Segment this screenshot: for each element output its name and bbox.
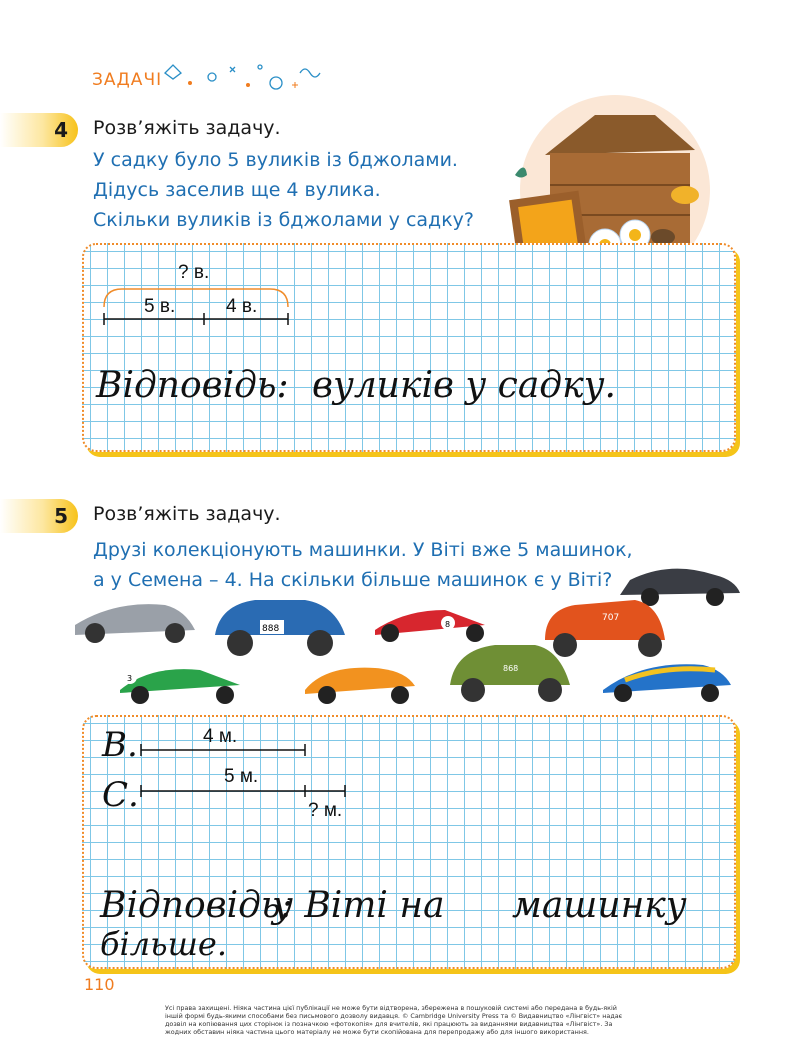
car-icon (450, 645, 570, 702)
car-icon (120, 669, 240, 704)
task-line: Скільки вуликів із бджолами у садку? (93, 209, 474, 231)
answer-text-2: машинку (512, 885, 687, 926)
car-icon (75, 604, 195, 643)
scheme-part1-label: 5 в. (144, 296, 176, 317)
car-badge: 707 (602, 613, 620, 623)
task-text (93, 145, 513, 235)
task-heading: Розв’яжіть задачу. (93, 117, 281, 139)
science-doodles-icon (160, 55, 330, 95)
task-line: а у Семена – 4. На скільки більше машинок є у Віті? (93, 569, 613, 591)
car-icon (603, 664, 731, 702)
segment-scheme-task4 (100, 285, 300, 325)
section-title: ЗАДАЧІ (92, 70, 163, 90)
difference-label: ? м. (308, 800, 343, 821)
scheme-total-label: ? в. (178, 262, 210, 283)
answer-label: Відповідь: (96, 365, 289, 406)
row1-value-label: 4 м. (203, 726, 238, 747)
task-line: Дідусь заселив ще 4 вулика. (93, 179, 381, 201)
answer-label: Відповідь: (100, 885, 293, 926)
task-line: Друзі колекціонують машинки. У Віті вже 5 машинок, (93, 539, 633, 561)
task-number-badge: 4 (0, 113, 78, 147)
car-icon (375, 610, 485, 642)
segment-scheme-task5 (135, 740, 355, 800)
row-letter-v: В. (102, 725, 138, 765)
car-icon (545, 600, 665, 657)
car-badge: 8 (445, 620, 451, 629)
toy-cars-illustration (65, 555, 765, 715)
answer-text-3: більше. (100, 925, 227, 963)
task-heading: Розв’яжіть задачу. (93, 503, 281, 525)
car-badge: 3 (127, 674, 133, 683)
copyright-notice: Усі права захищені. Ніяка частина цієї публікації не може бути відтворена, збережена в пошуковій системі або передана в будь-якій іншій формі будь-якими способами без письмового дозволу видавця. © Cambridge University Press та © Видавництво «Лінгвіст» надає дозвіл на копіювання цих сторінок із позначкою «фотокопія» для вчителів, які працюють за виданнями видавництва «Лінгвіст». За жодних обставин ніяка частина цього матеріалу не може бути скопійована для перепродажу або для іншого використання. (165, 1004, 623, 1036)
car-icon (215, 600, 345, 656)
car-badge: 888 (262, 624, 280, 634)
page-number: 110 (84, 975, 115, 994)
car-badge: 868 (503, 664, 519, 673)
row2-value-label: 5 м. (224, 766, 259, 787)
task-line: У садку було 5 вуликів із бджолами. (93, 149, 458, 171)
car-icon (305, 668, 415, 704)
row-letter-s: С. (102, 775, 139, 815)
scheme-part2-label: 4 в. (226, 296, 258, 317)
car-icon (620, 569, 740, 606)
answer-text: у Віті на (272, 885, 445, 926)
task-number-badge: 5 (0, 499, 78, 533)
answer-text: вуликів у садку. (312, 365, 616, 406)
